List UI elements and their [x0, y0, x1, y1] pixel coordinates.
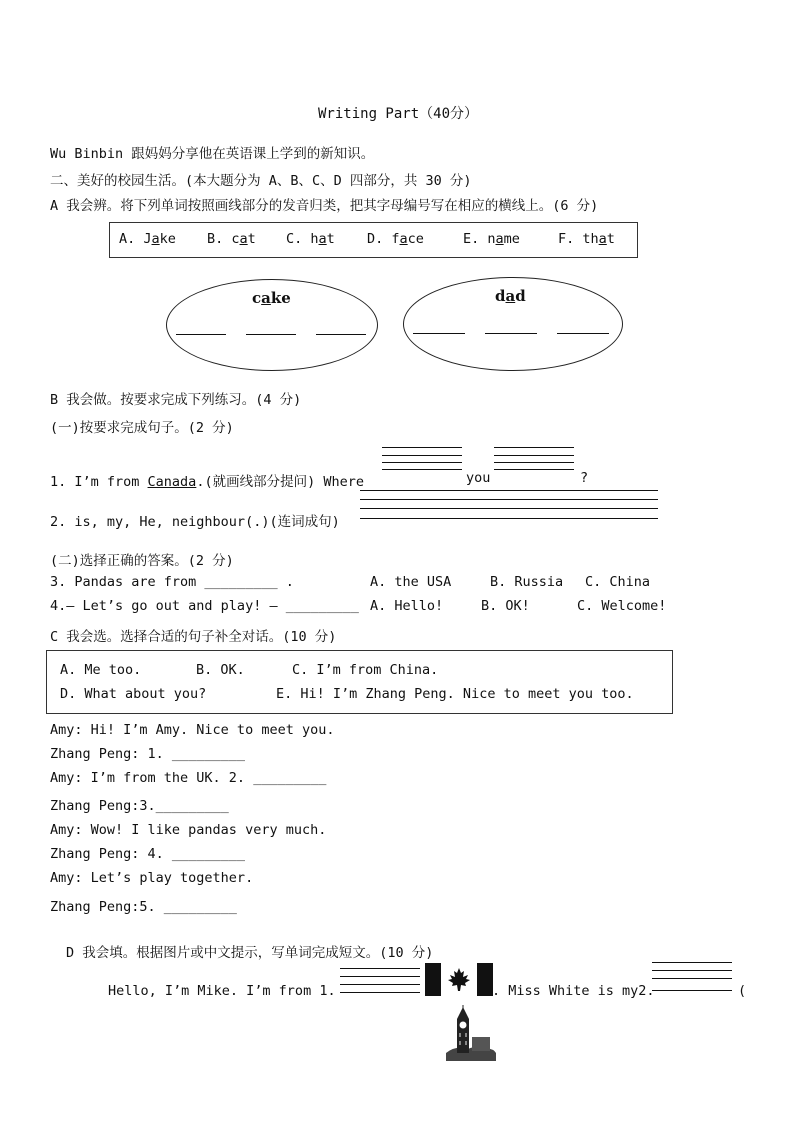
option-c: C. hat — [286, 231, 335, 247]
answer-blank[interactable] — [485, 333, 537, 334]
question-2: 2. is, my, He, neighbour(.)(连词成句) — [50, 514, 340, 530]
answer-blank[interactable] — [246, 334, 296, 335]
c-option-b: B. OK. — [196, 662, 245, 678]
four-line-rule — [652, 978, 732, 979]
option-e: E. name — [463, 231, 520, 247]
part-c-instruction: C 我会选。选择合适的句子补全对话。(10 分) — [50, 629, 337, 645]
q4-option-b[interactable]: B. OK! — [481, 598, 530, 614]
four-line-rule — [360, 490, 658, 491]
question-1-you: you — [466, 470, 491, 486]
part-d-text-2: . Miss White is my2. — [492, 983, 655, 999]
four-line-rule — [652, 970, 732, 971]
answer-blank[interactable] — [652, 990, 732, 991]
option-d: D. face — [367, 231, 424, 247]
question-1: 1. I’m from Canada.(就画线部分提问) Where — [50, 474, 364, 490]
answer-blank[interactable] — [360, 518, 658, 519]
dialogue-line: Zhang Peng: 1. _________ — [50, 746, 246, 762]
dialogue-line: Zhang Peng:5. _________ — [50, 899, 237, 915]
dialogue-line: Amy: Let’s play together. — [50, 870, 254, 886]
part-b-sub1: (一)按要求完成句子。(2 分) — [50, 420, 234, 436]
option-a: A. Jake — [119, 231, 176, 247]
four-line-rule — [382, 447, 462, 448]
part-b-instruction: B 我会做。按要求完成下列练习。(4 分) — [50, 392, 302, 408]
q3-option-b[interactable]: B. Russia — [490, 574, 564, 590]
part-d-text-3: ( — [738, 983, 747, 999]
option-b: B. cat — [207, 231, 256, 247]
four-line-rule — [494, 447, 574, 448]
q4-option-a[interactable]: A. Hello! — [370, 598, 444, 614]
question-3: 3. Pandas are from _________ . — [50, 574, 294, 590]
big-ben-icon — [446, 1005, 496, 1061]
dad-group-label: dad — [495, 287, 526, 305]
four-line-rule — [340, 968, 420, 969]
q3-option-c[interactable]: C. China — [585, 574, 651, 590]
four-line-rule — [494, 462, 574, 463]
four-line-rule — [360, 508, 658, 509]
answer-blank[interactable] — [316, 334, 366, 335]
question-4: 4.— Let’s go out and play! — _________ — [50, 598, 359, 614]
answer-blank[interactable] — [340, 992, 420, 993]
answer-blank[interactable] — [382, 469, 462, 470]
canada-flag-icon — [425, 963, 493, 996]
part-b-sub2: (二)选择正确的答案。(2 分) — [50, 553, 234, 569]
answer-blank[interactable] — [176, 334, 226, 335]
intro-text: Wu Binbin 跟妈妈分享他在英语课上学到的新知识。 — [50, 146, 375, 162]
c-option-a: A. Me too. — [60, 662, 142, 678]
c-option-c: C. I’m from China. — [292, 662, 439, 678]
four-line-rule — [382, 462, 462, 463]
question-1-end: ? — [580, 470, 589, 486]
dialogue-line: Amy: I’m from the UK. 2. _________ — [50, 770, 327, 786]
four-line-rule — [360, 499, 658, 500]
c-option-d: D. What about you? — [60, 686, 207, 702]
dialogue-options-box — [46, 650, 673, 714]
answer-blank[interactable] — [494, 469, 574, 470]
four-line-rule — [382, 455, 462, 456]
dialogue-line: Amy: Wow! I like pandas very much. — [50, 822, 327, 838]
four-line-rule — [340, 984, 420, 985]
cake-group-label: cake — [252, 289, 291, 307]
part-d-text-1: Hello, I’m Mike. I’m from 1. — [108, 983, 336, 999]
part-d-instruction: D 我会填。根据图片或中文提示，写单词完成短文。(10 分) — [66, 945, 434, 961]
four-line-rule — [652, 962, 732, 963]
dialogue-line: Zhang Peng:3._________ — [50, 798, 229, 814]
dialogue-line: Amy: Hi! I’m Amy. Nice to meet you. — [50, 722, 335, 738]
q4-option-c[interactable]: C. Welcome! — [577, 598, 667, 614]
four-line-rule — [494, 455, 574, 456]
page-title: Writing Part（40分） — [318, 106, 479, 122]
part-a-instruction: A 我会辨。将下列单词按照画线部分的发音归类，把其字母编号写在相应的横线上。(6 分) — [50, 198, 599, 214]
q3-option-a[interactable]: A. the USA — [370, 574, 452, 590]
answer-blank[interactable] — [557, 333, 609, 334]
option-f: F. that — [558, 231, 615, 247]
section-heading: 二、美好的校园生活。(本大题分为 A、B、C、D 四部分，共 30 分) — [50, 173, 472, 189]
dialogue-line: Zhang Peng: 4. _________ — [50, 846, 246, 862]
answer-blank[interactable] — [413, 333, 465, 334]
c-option-e: E. Hi! I’m Zhang Peng. Nice to meet you too. — [276, 686, 634, 702]
four-line-rule — [340, 976, 420, 977]
